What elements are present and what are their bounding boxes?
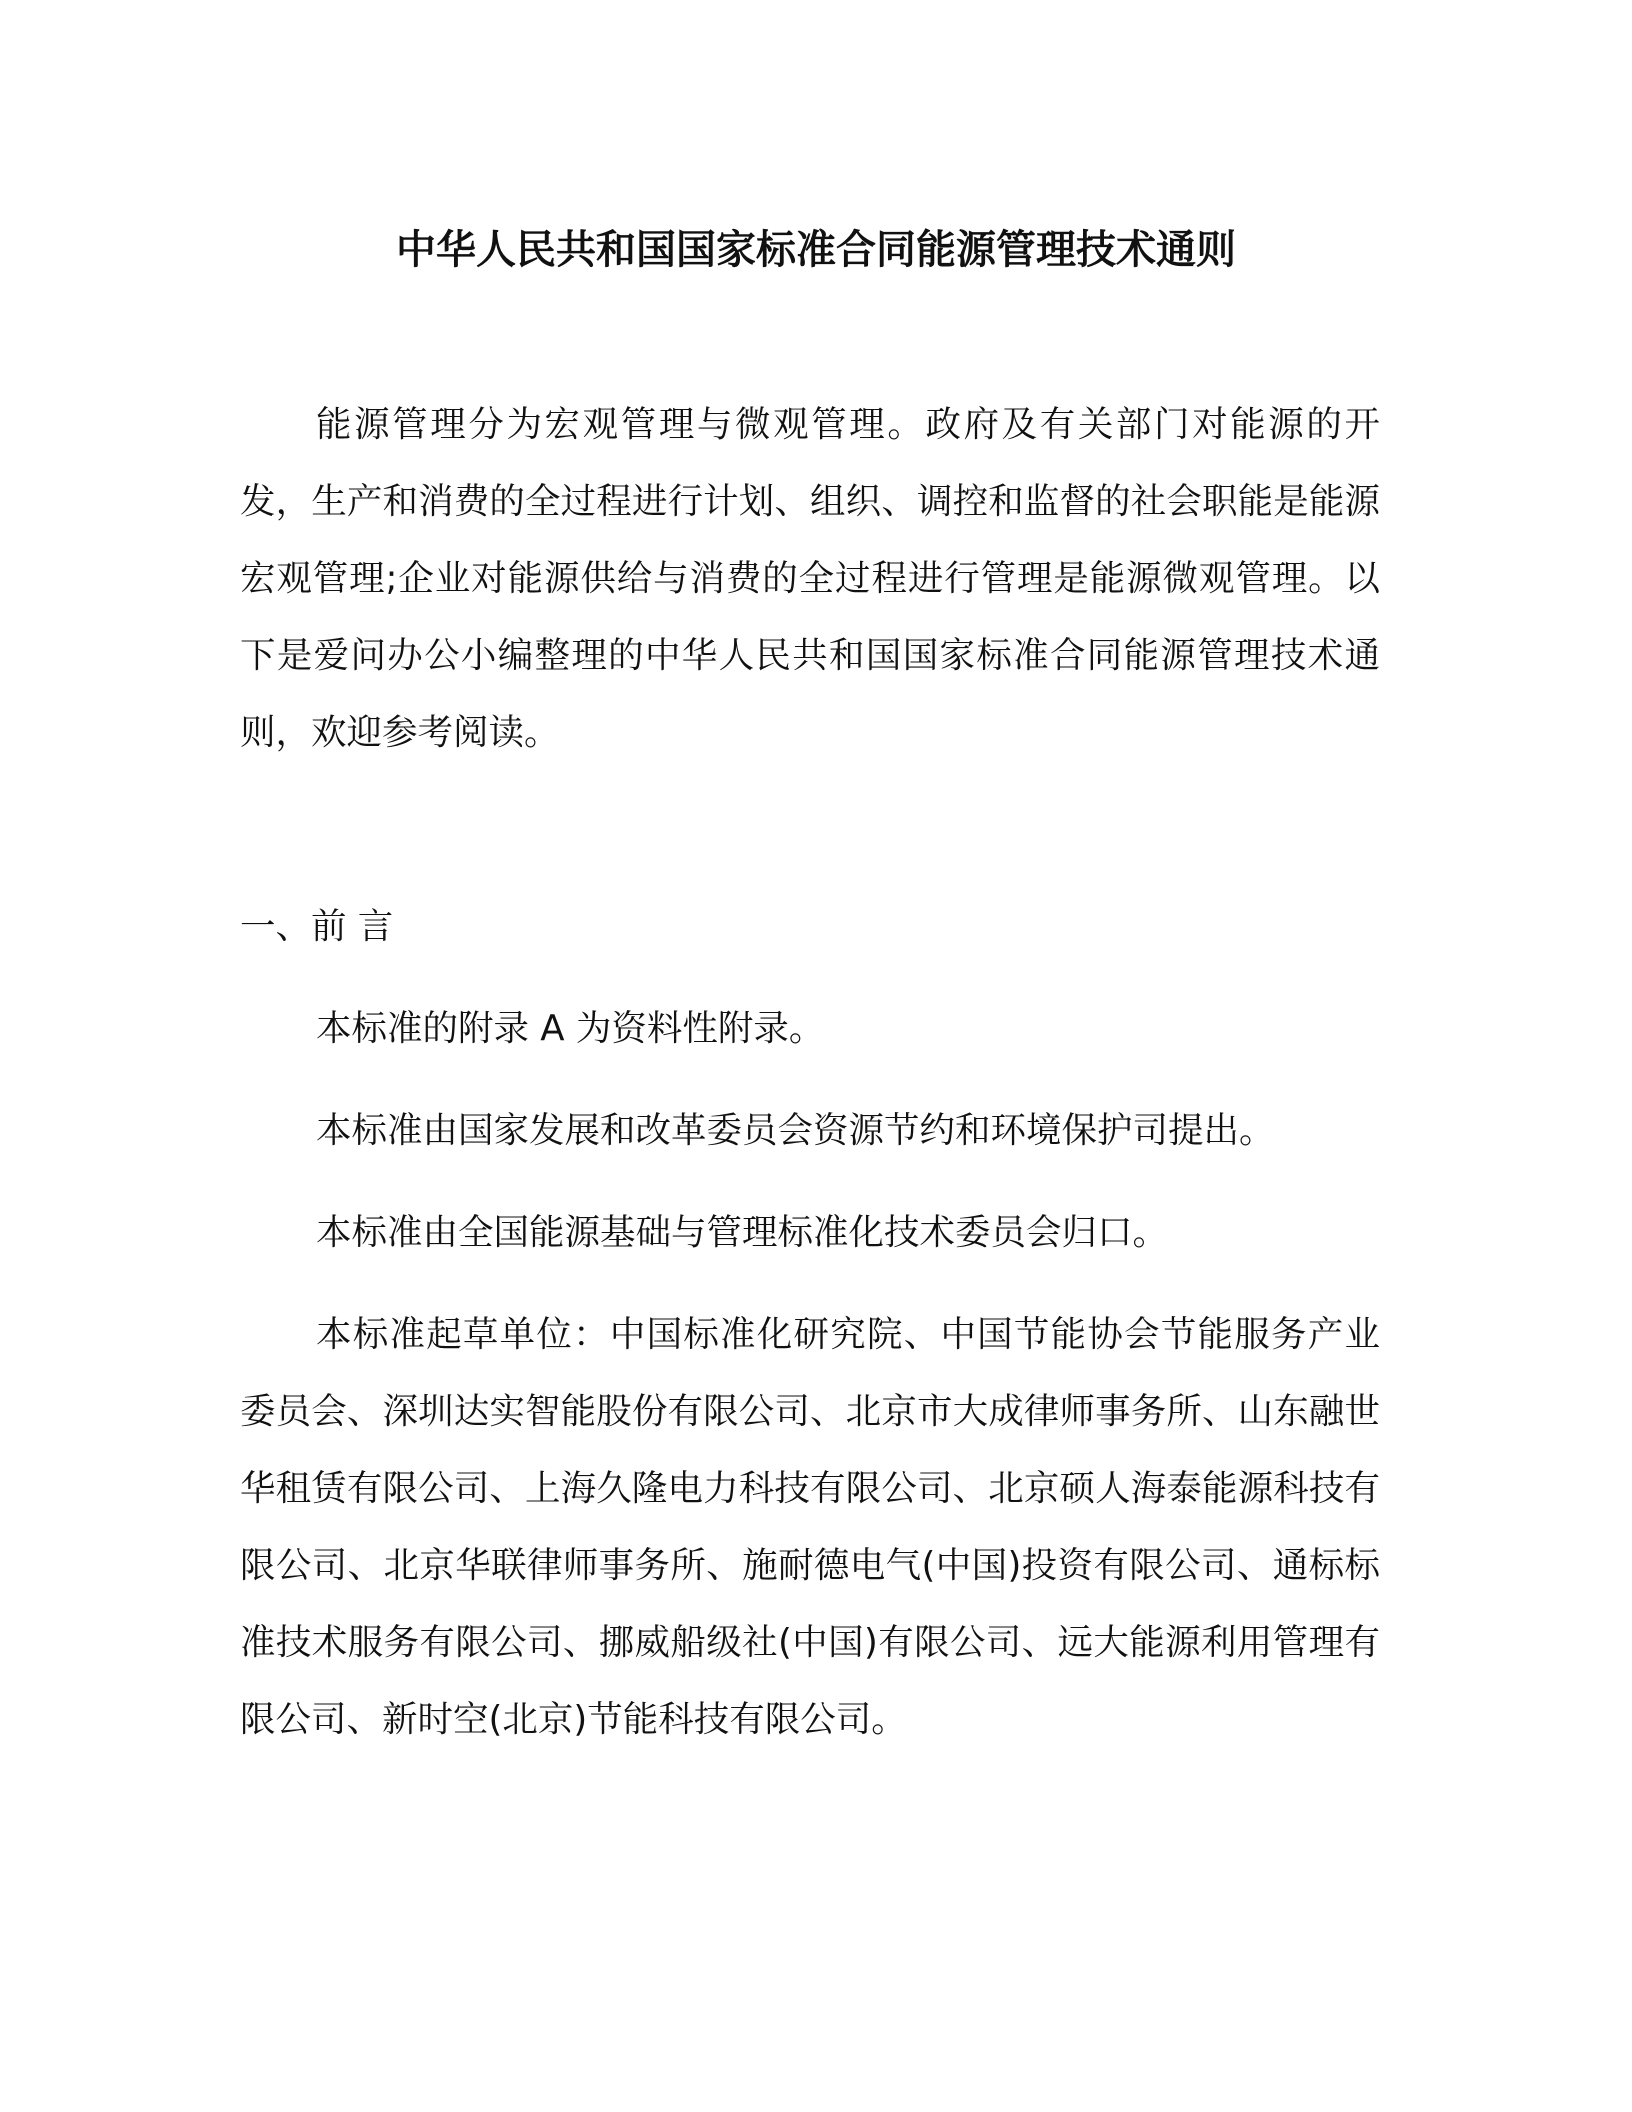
section-heading: 一、前 言 bbox=[240, 906, 394, 947]
document-title: 中华人民共和国国家标准合同能源管理技术通则 bbox=[396, 227, 1236, 273]
paragraph-drafters: 本标准起草单位：中国标准化研究院、中国节能协会节能服务产业委员会、深圳达实智能股份有限公司、北京市大成律师事务所、山东融世华租赁有限公司、上海久隆电力科技有限公司、北京硕人海泰能源科技有限公司、北京华联律师事务所、施耐德电气(中国)投资有限公司、通标标准技术服务有限公司、挪威船级社(中国)有限公司、远大能源利用管理有限公司、新时空(北京)节能科技有限公司。 bbox=[240, 1314, 1380, 1740]
paragraph-proposer: 本标准由国家发展和改革委员会资源节约和环境保护司提出。 bbox=[316, 1110, 1275, 1151]
intro-paragraph: 能源管理分为宏观管理与微观管理。政府及有关部门对能源的开发，生产和消费的全过程进行计划、组织、调控和监督的社会职能是能源宏观管理;企业对能源供给与消费的全过程进行管理是能源微观管理。以下是爱问办公小编整理的中华人民共和国国家标准合同能源管理技术通则，欢迎参考阅读。 bbox=[240, 404, 1380, 753]
paragraph-committee: 本标准由全国能源基础与管理标准化技术委员会归口。 bbox=[316, 1212, 1169, 1253]
paragraph-appendix: 本标准的附录 A 为资料性附录。 bbox=[316, 1008, 825, 1049]
